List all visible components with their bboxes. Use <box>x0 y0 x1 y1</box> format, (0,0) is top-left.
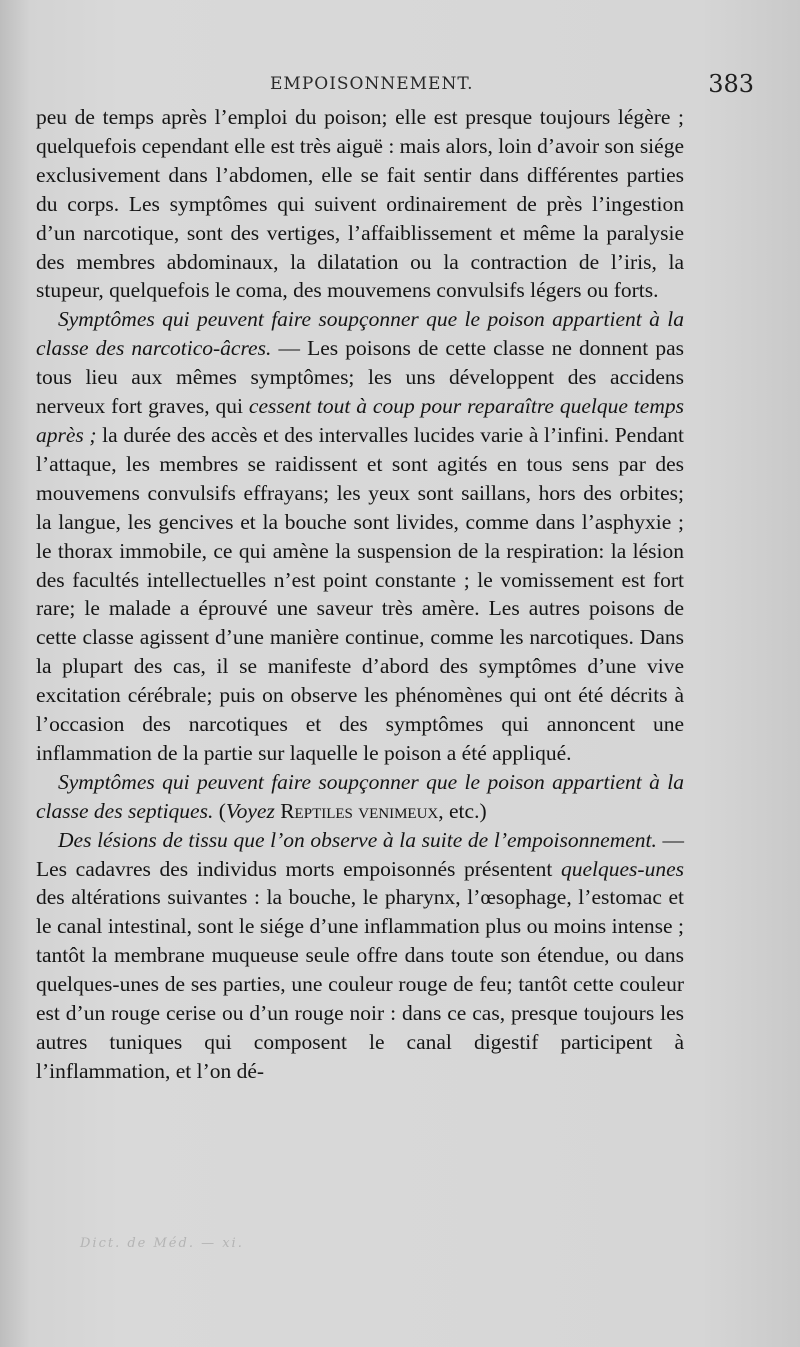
italic-run: Symptômes qui peuvent faire soupçonner que le poison appartient à la classe des septiques. <box>36 769 684 823</box>
text-run: la durée des accès et des intervalles lucides varie à l’infini. Pendant l’attaque, les membres se raidissent et sont agités en tous sens par des mouvemens convulsifs effrayans; les yeux sont saillans, hors des orbites; la langue, les gencives et la bouche sont livides, comme dans l’asphyxie ; le thorax immobile, ce qui amène la suspension de la respiration: la lésion des facultés intellectuelles n’est point constante ; le vomissement est fort rare; le malade a éprouvé une saveur très amère. Les autres poisons de cette classe agissent d’une manière continue, comme les narcotiques. Dans la plupart des cas, il se manifeste d’abord des symptômes d’une vive excitation cérébrale; puis on observe les phénomènes qui ont été décrits à l’occasion des narcotiques et des symptômes qui annoncent une inflammation de la partie sur laquelle le poison a été appliqué. <box>36 422 684 765</box>
page-number: 383 <box>708 70 754 98</box>
text-run: , etc.) <box>438 798 487 823</box>
body-text <box>36 103 684 1086</box>
text-run: — Les poisons de cette classe ne donnent pas tous lieu aux mêmes symptômes; les uns développent des accidens nerveux fort graves, qui <box>36 336 684 419</box>
italic-run: Des lésions de tissu que l’on observe à la suite de l’empoisonnement. <box>58 827 657 852</box>
paragraph <box>36 768 684 826</box>
smallcaps-run: Reptiles venimeux <box>280 798 439 823</box>
paragraph <box>36 103 684 305</box>
text-run: — Les cadavres des individus morts empoisonnés présentent <box>36 827 685 881</box>
text-run: ( <box>213 798 226 823</box>
text-run: des altérations suivantes : la bouche, le pharynx, l’œsophage, l’estomac et le canal intestinal, sont le siége d’une inflammation plus ou moins intense ; tantôt la membrane muqueuse seule offre dans toute son étendue, ou dans quelques-unes de ses parties, une couleur rouge de feu; tantôt cette couleur est d’un rouge cerise ou d’un rouge noir : dans ce cas, presque toujours les autres tuniques qui composent le canal digestif participent à l’inflammation, et l’on dé- <box>36 885 684 1083</box>
paragraph <box>36 305 684 768</box>
running-title: EMPOISONNEMENT. <box>270 74 474 94</box>
italic-run: Symptômes qui peuvent faire soupçonner que le poison appartient à la classe des narcotico-âcres. <box>36 307 684 361</box>
text-run: peu de temps après l’emploi du poison; elle est presque toujours légère ; quelquefois cependant elle est très aiguë : mais alors, loin d’avoir son siége exclusivement dans l’abdomen, elle se fait sentir dans différentes parties du corps. Les symptômes qui suivent ordinairement de près l’ingestion d’un narcotique, sont des vertiges, l’affaiblissement et même la paralysie des membres abdominaux, la dilatation ou la contraction de l’iris, la stupeur, quelquefois le coma, des mouvemens convulsifs légers ou forts. <box>36 105 684 303</box>
faint-footer-signature: Dict. de Méd. — xi. <box>80 1236 244 1251</box>
italic-run: Voyez <box>225 798 275 823</box>
page-header <box>36 70 754 100</box>
paragraph <box>36 826 684 1086</box>
italic-run: quelques-unes <box>561 856 684 881</box>
italic-run: cessent tout à coup pour reparaître quelque temps après ; <box>36 394 684 447</box>
